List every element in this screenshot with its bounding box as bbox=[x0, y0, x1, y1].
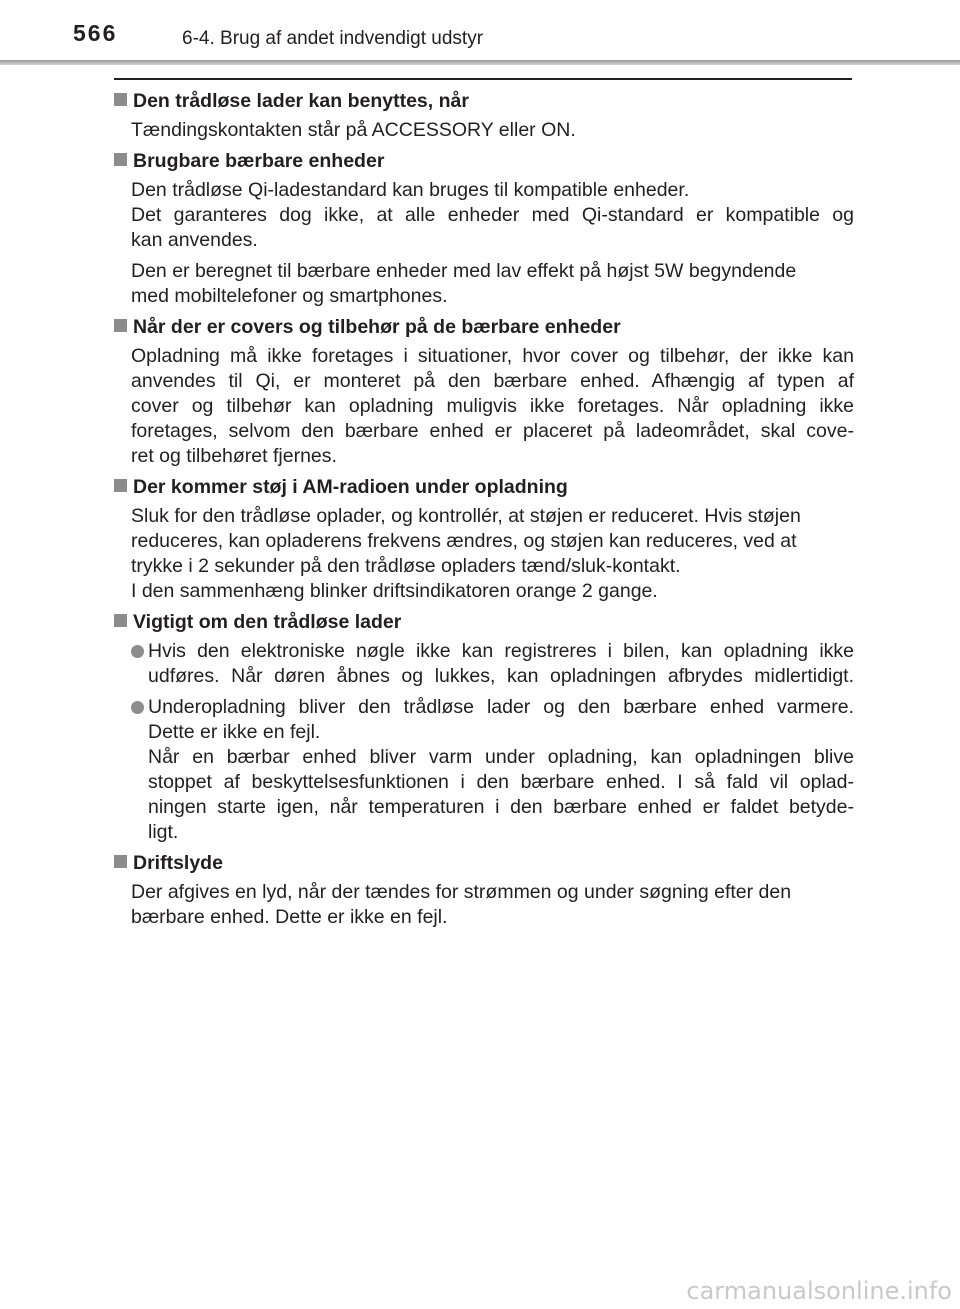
item-heading bbox=[114, 89, 854, 114]
text-line: ret og tilbehøret fjernes. bbox=[131, 445, 337, 467]
page-number: 566 bbox=[73, 20, 118, 46]
text-line: Dette er ikke en fejl. bbox=[148, 721, 321, 743]
text-line: Opladning må ikke foretages i situationer, hvor cover og tilbehør, der ikke kan bbox=[131, 345, 854, 367]
square-bullet-icon bbox=[114, 855, 127, 868]
content-rule bbox=[114, 78, 852, 80]
text-line: I den sammenhæng blinker driftsindikatoren orange 2 gange. bbox=[131, 580, 658, 602]
section-title: 6-4. Brug af andet indvendigt udstyr bbox=[182, 28, 484, 49]
item-heading-text: Der kommer støj i AM-radioen under opladning bbox=[133, 476, 568, 498]
text-line: bærbare enhed. Dette er ikke en fejl. bbox=[131, 906, 448, 928]
text-line: cover og tilbehør kan opladning muligvis ikke foretages. Når opladning ikke bbox=[131, 395, 854, 417]
text-line: stoppet af beskyttelsesfunktionen i den bærbare enhed. I så fald vil oplad- bbox=[148, 771, 854, 793]
text-line: Underopladning bliver den trådløse lader og den bærbare enhed varmere. bbox=[148, 696, 854, 718]
item-heading bbox=[114, 149, 854, 174]
text-line: Der afgives en lyd, når der tændes for strømmen og under søgning efter den bbox=[131, 881, 792, 903]
item-heading bbox=[114, 851, 854, 876]
square-bullet-icon bbox=[114, 479, 127, 492]
paragraph bbox=[131, 344, 854, 469]
text-line: kan anvendes. bbox=[131, 229, 258, 251]
text-line: Den er beregnet til bærbare enheder med lav effekt på højst 5W begyndende bbox=[131, 260, 797, 282]
paragraph bbox=[131, 504, 854, 604]
text-line: udføres. Når døren åbnes og lukkes, kan opladningen afbrydes midlertidigt. bbox=[148, 665, 854, 687]
bullet-item bbox=[131, 639, 854, 689]
text-line: Den trådløse Qi-ladestandard kan bruges til kompatible enheder. bbox=[131, 179, 690, 201]
section-item bbox=[114, 610, 854, 845]
section-item bbox=[114, 149, 854, 309]
text-line: Hvis den elektroniske nøgle ikke kan registreres i bilen, kan opladning ikke bbox=[148, 640, 854, 662]
square-bullet-icon bbox=[114, 93, 127, 106]
text-line: Sluk for den trådløse oplader, og kontrollér, at støjen er reduceret. Hvis støjen bbox=[131, 505, 801, 527]
item-heading-text: Den trådløse lader kan benyttes, når bbox=[133, 90, 469, 112]
text-line: ligt. bbox=[148, 821, 179, 843]
item-heading bbox=[114, 315, 854, 340]
square-bullet-icon bbox=[114, 614, 127, 627]
text-line: med mobiltelefoner og smartphones. bbox=[131, 285, 448, 307]
paragraph bbox=[131, 259, 854, 309]
circle-bullet-icon bbox=[131, 701, 144, 714]
text-line: trykke i 2 sekunder på den trådløse opladers tænd/sluk-kontakt. bbox=[131, 555, 681, 577]
watermark-text[interactable]: carmanualsonline.info bbox=[686, 1277, 952, 1305]
square-bullet-icon bbox=[114, 153, 127, 166]
square-bullet-icon bbox=[114, 319, 127, 332]
section-item bbox=[114, 315, 854, 469]
text-line: reduceres, kan opladerens frekvens ændres, og støjen kan reduceres, ved at bbox=[131, 530, 797, 552]
section-item bbox=[114, 475, 854, 604]
bullet-item bbox=[131, 695, 854, 845]
item-heading-text: Driftslyde bbox=[133, 852, 223, 874]
text-line: Tændingskontakten står på ACCESSORY eller ON. bbox=[131, 119, 576, 141]
content-area bbox=[114, 89, 854, 936]
item-heading bbox=[114, 610, 854, 635]
header-rule bbox=[0, 60, 960, 65]
text-line: ningen starte igen, når temperaturen i den bærbare enhed er faldet betyde- bbox=[148, 796, 854, 818]
text-line: Når en bærbar enhed bliver varm under opladning, kan opladningen blive bbox=[148, 746, 854, 768]
item-heading bbox=[114, 475, 854, 500]
circle-bullet-icon bbox=[131, 645, 144, 658]
section-item bbox=[114, 851, 854, 930]
text-line: anvendes til Qi, er monteret på den bærbare enhed. Afhængig af typen af bbox=[131, 370, 854, 392]
item-heading-text: Brugbare bærbare enheder bbox=[133, 150, 385, 172]
paragraph bbox=[131, 118, 854, 143]
paragraph bbox=[131, 880, 854, 930]
section-item bbox=[114, 89, 854, 143]
item-heading-text: Når der er covers og tilbehør på de bærbare enheder bbox=[133, 316, 621, 338]
text-line: foretages, selvom den bærbare enhed er placeret på ladeområdet, skal cove- bbox=[131, 420, 854, 442]
paragraph bbox=[131, 178, 854, 253]
item-heading-text: Vigtigt om den trådløse lader bbox=[133, 611, 402, 633]
text-line: Det garanteres dog ikke, at alle enheder med Qi-standard er kompatible og bbox=[131, 204, 854, 226]
